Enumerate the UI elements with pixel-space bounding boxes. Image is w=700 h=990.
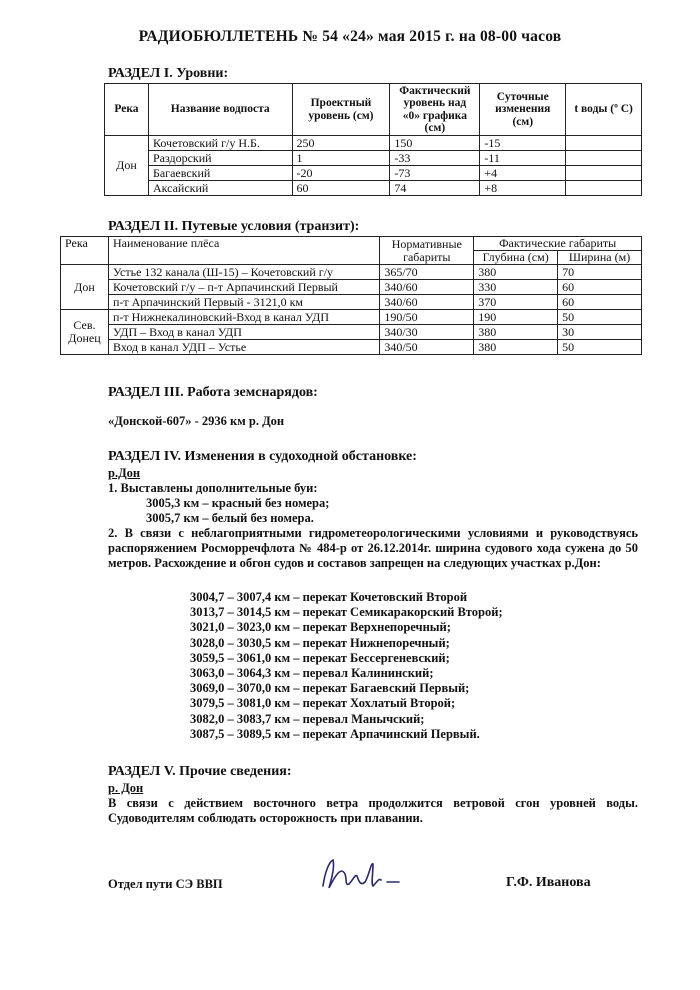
buoy-line: 3005,7 км – белый без номера. <box>146 511 314 525</box>
reach-cell: п-т Нижнекалиновский-Вход в канал УДП <box>108 310 379 325</box>
col-river: Река <box>105 84 149 136</box>
list-item: 3004,7 – 3007,4 км – перекат Кочетовский Второй <box>190 590 468 604</box>
reach-cell: УДП – Вход в канал УДП <box>108 325 379 340</box>
col-project-level: Проектный уровень (см) <box>292 84 390 136</box>
levels-header-row <box>105 84 642 136</box>
actual-cell: 74 <box>390 181 480 196</box>
table-row <box>61 325 642 340</box>
list-item: 3082,0 – 3083,7 км – перевал Манычский; <box>190 711 425 726</box>
dredger-line: «Донской-607» - 2936 км р. Дон <box>108 414 285 428</box>
reach-cell: Вход в канал УДП – Устье <box>108 340 379 355</box>
post-cell: Аксайский <box>148 181 292 196</box>
river-line1: Сев. <box>73 318 96 333</box>
section4-heading: РАЗДЕЛ IV. Изменения в судоходной обстановке: <box>108 449 417 464</box>
change-cell: +4 <box>480 166 566 181</box>
table-row <box>61 265 642 280</box>
actual-cell: -33 <box>390 151 480 166</box>
section5-heading: РАЗДЕЛ V. Прочие сведения: <box>108 764 292 779</box>
section4-body <box>108 466 638 571</box>
norm-cell: 340/30 <box>380 325 474 340</box>
reach-cell: Устье 132 канала (Ш-15) – Кочетовский г/у <box>108 265 379 280</box>
restricted-sites-list <box>190 590 503 742</box>
table-row <box>105 181 642 196</box>
river-cell: Дон <box>61 265 109 310</box>
river-cell: Дон <box>105 136 149 196</box>
list-item: 3087,5 – 3089,5 км – перекат Арпачинский Первый. <box>190 726 480 741</box>
item2: 2. В связи с неблагоприятными гидрометеорологическими условиями и руководствуясь распоряжением Росморречфлота № 484-р от 26.12.2014г. ширина судового хода сужена до 50 метров. Расхождение и обгон судов и составов запрещен на следующих участках р.Дон: <box>108 526 638 570</box>
project-cell: 60 <box>292 181 390 196</box>
transit-table <box>60 236 642 355</box>
list-item: 3069,0 – 3070,0 км – перекат Багаевский Первый; <box>190 681 470 696</box>
river-label: р. Дон <box>108 781 144 795</box>
width-cell: 70 <box>558 265 642 280</box>
depth-cell: 370 <box>474 295 558 310</box>
department-label: Отдел пути СЭ ВВП <box>108 877 223 891</box>
project-cell: 1 <box>292 151 390 166</box>
signature-icon <box>315 852 405 897</box>
levels-table <box>104 83 642 196</box>
norm-cell: 340/60 <box>380 280 474 295</box>
temp-cell <box>566 151 642 166</box>
list-item: 3028,0 – 3030,5 км – перекат Нижнепоречный; <box>190 635 450 650</box>
col-norm: Нормативные габариты <box>380 237 474 265</box>
col-reach: Наименование плёса <box>108 237 379 265</box>
table-row <box>61 280 642 295</box>
project-cell: 250 <box>292 136 390 151</box>
temp-cell <box>566 166 642 181</box>
table-row <box>105 151 642 166</box>
river-line2: Донец <box>68 331 101 345</box>
section3-heading: РАЗДЕЛ III. Работа земснарядов: <box>108 385 318 400</box>
col-post: Название водпоста <box>148 84 292 136</box>
transit-header-row <box>61 237 642 251</box>
norm-cell: 190/50 <box>380 310 474 325</box>
bulletin-title: РАДИОБЮЛЛЕТЕНЬ № 54 «24» мая 2015 г. на 08-00 часов <box>138 28 562 45</box>
actual-cell: 150 <box>390 136 480 151</box>
width-cell: 60 <box>558 280 642 295</box>
list-item: 3021,0 – 3023,0 км – перекат Верхнепоречный; <box>190 620 451 635</box>
col-daily-change: Суточные изменения (см) <box>480 84 566 136</box>
table-row <box>61 295 642 310</box>
table-row <box>105 136 642 151</box>
change-cell: -11 <box>480 151 566 166</box>
river-cell <box>61 310 109 355</box>
post-cell: Багаевский <box>148 166 292 181</box>
list-item: 3079,5 – 3081,0 км – перекат Хохлатый Второй; <box>190 696 456 711</box>
temp-cell <box>566 136 642 151</box>
river-label: р.Дон <box>108 466 141 480</box>
norm-cell: 340/50 <box>380 340 474 355</box>
depth-cell: 380 <box>474 325 558 340</box>
reach-cell: п-т Арпачинский Первый - 3121,0 км <box>108 295 379 310</box>
temp-cell <box>566 181 642 196</box>
norm-cell: 365/70 <box>380 265 474 280</box>
table-row <box>61 340 642 355</box>
width-cell: 50 <box>558 340 642 355</box>
reach-cell: Кочетовский г/у – п-т Арпачинский Первый <box>108 280 379 295</box>
list-item: 3013,7 – 3014,5 км – перекат Семикаракорский Второй; <box>190 605 503 620</box>
project-cell: -20 <box>292 166 390 181</box>
width-cell: 50 <box>558 310 642 325</box>
col-actual: Фактические габариты <box>474 237 642 251</box>
depth-cell: 380 <box>474 340 558 355</box>
change-cell: -15 <box>480 136 566 151</box>
section2-heading: РАЗДЕЛ II. Путевые условия (транзит): <box>108 219 360 234</box>
change-cell: +8 <box>480 181 566 196</box>
col-actual-level: Фактический уровень над «0» графика (см) <box>390 84 480 136</box>
post-cell: Раздорский <box>148 151 292 166</box>
buoy-line: 3005,3 км – красный без номера; <box>146 496 330 510</box>
depth-cell: 380 <box>474 265 558 280</box>
list-item: 3063,0 – 3064,3 км – перевал Калининский; <box>190 666 434 681</box>
item1: 1. Выставлены дополнительные буи: <box>108 481 318 495</box>
depth-cell: 190 <box>474 310 558 325</box>
table-row <box>105 166 642 181</box>
actual-cell: -73 <box>390 166 480 181</box>
col-water-temp: t воды (º С) <box>566 84 642 136</box>
other-info-text: В связи с действием восточного ветра продолжится ветровой сгон уровней воды. Судоводителям соблюдать осторожность при плавании. <box>108 796 638 825</box>
col-width: Ширина (м) <box>558 251 642 265</box>
depth-cell: 330 <box>474 280 558 295</box>
col-river: Река <box>61 237 109 265</box>
width-cell: 30 <box>558 325 642 340</box>
section5-body <box>108 781 638 826</box>
col-depth: Глубина (см) <box>474 251 558 265</box>
list-item: 3059,5 – 3061,0 км – перекат Бессергеневский; <box>190 650 450 665</box>
section1-heading: РАЗДЕЛ I. Уровни: <box>108 66 229 81</box>
table-row <box>61 310 642 325</box>
post-cell: Кочетовский г/у Н.Б. <box>148 136 292 151</box>
width-cell: 60 <box>558 295 642 310</box>
norm-cell: 340/60 <box>380 295 474 310</box>
signer-name: Г.Ф. Иванова <box>506 875 591 890</box>
